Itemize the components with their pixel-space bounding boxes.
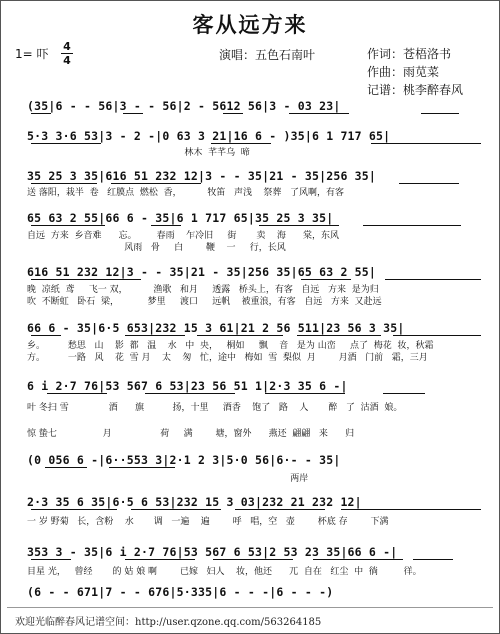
score-line-9: 2·3 35 6 35|6·5 6 53|232 15 3 03|232 21 232 12| [27,495,362,509]
footer-divider [7,607,493,608]
beat-underline [393,335,481,336]
beat-underline [47,393,107,394]
beat-underline [385,279,481,280]
lyric-line-7b: 惊 蛰七 月 荷 满 塘，窗外 燕还 翩翩 来 归 [27,429,355,439]
score-line-7: 6 i 2·7 76|53 567 6 53|23 56 51 1|2·3 35 6 -| [27,379,348,393]
beat-underline [301,279,351,280]
beat-underline [31,113,51,114]
beat-underline [259,225,339,226]
lyric-line-5a: 晚 凉纸 鸢 飞一 双， 渔歌 和月 透露 桥头上，有客 自远 方来 是为归 [27,285,379,295]
beat-underline [313,559,403,560]
beat-underline [31,509,117,510]
lyric-line-4a: 自远 方来 乡音难 忘。 春雨 乍冷旧 街 卖 海 棠，东风 [27,231,340,241]
beat-underline [31,143,101,144]
beat-underline [235,509,325,510]
footer-credit: 欢迎光临醉春风记谱空间：http://user.qzone.qq.com/563264185 [15,617,322,628]
time-signature [61,41,73,66]
beat-underline [297,335,381,336]
beat-underline [111,183,201,184]
beat-underline [125,559,195,560]
lyric-line-2: 林木 芊芊乌 啼 [27,148,250,158]
beat-underline [151,225,181,226]
score-line-6: 66 6 - 35|6·5 653|232 15 3 61|21 2 56 511|23 56 3 35| [27,321,405,335]
beat-underline [371,143,481,144]
beat-underline [31,559,71,560]
lyric-line-6b: 方。 一路 风 花 雪 月 太 匆 忙，途中 梅如 雪 梨似 月 月酒 门前 霜，三月 [27,353,428,363]
score-line-1: (35|6 - - 56|3 - - 56|2 - 5612 56|3 - 03 23| [27,99,341,113]
composer-credit: 作曲：雨苋菜 [367,65,440,79]
beat-underline [131,509,221,510]
lyric-line-10: 目星 光， 曾经 的 姑 娘 啊 已嫁 妇人 妆，他还 兀 自在 红尘 中 徜 徉。 [27,567,422,577]
singer-credit: 演唱：五色石南叶 [219,48,316,62]
score-line-10: 353 3 - 35|6 i 2·7 76|53 567 6 53|2 53 23 35|66 6 -| [27,545,398,559]
key-signature: 1= 吓 [15,47,49,61]
beat-underline [31,183,97,184]
score-line-2: 5·3 3·6 53|3 - 2 -|0 63 3 21|16 6 - )35|6 1 717 65| [27,129,391,143]
score-line-4: 65 63 2 55|66 6 - 35|6 1 717 65|35 25 3 35| [27,211,334,225]
lyricist-credit: 作词：苍梧洛书 [367,47,452,61]
lyric-line-8: 两岸 [27,474,309,484]
beat-underline [265,393,345,394]
meter-top: 4 [63,40,71,53]
lyric-line-3: 送 落阳，栽半 卷 红膜点 燃松 香， 牧笛 声浅 祭葬 了风啊，有客 [27,188,344,198]
beat-underline [123,113,143,114]
beat-underline [289,113,349,114]
beat-underline [45,467,87,468]
beat-underline [109,467,175,468]
beat-underline [399,183,459,184]
beat-underline [125,335,185,336]
beat-underline [383,393,425,394]
song-title: 客从远方来 [192,12,308,37]
score-line-5: 616 51 232 12|3 - - 35|21 - 35|256 35|65 63 2 55| [27,265,377,279]
beat-underline [413,559,453,560]
score-line-11: (6 - - 671|7 - - 676|5·335|6 - - -|6 - - -) [27,585,334,599]
beat-underline [421,113,459,114]
score-line-8: (0 056 6 -|6··553 3|2·1 2 3|5·0 56|6·- - 35| [27,453,341,467]
lyric-line-5b: 吹 不断虹 卧石 梁， 梦里 渡口 远帆 被重浪，有客 自远 方来 又赴远 [27,297,382,307]
meter-bottom: 4 [63,54,71,67]
beat-underline [31,225,105,226]
beat-underline [197,335,283,336]
beat-underline [145,393,235,394]
beat-underline [31,279,141,280]
lyric-line-7a: 叶 冬扫 雪 酒 旗 扬，十里 酒香 饱了 路 人 醉 了 沽酒 娘。 [27,403,403,413]
beat-underline [31,335,61,336]
score-line-3: 35 25 3 35|616 51 232 12|3 - - 35|21 - 35|256 35| [27,169,377,183]
transcriber-credit: 记谱：桃李醉春风 [367,83,464,97]
lyric-line-4b: 风雨 骨 白 鞭 一 行，长风 [27,243,286,253]
beat-underline [211,143,271,144]
lyric-line-9: 一 岁 野菊 长，含粉 水 调 一遍 遍 呼 唱，空 壶 杯底 存 下满 [27,517,389,527]
beat-underline [213,559,293,560]
lyric-line-6a: 乡。 愁思 山 影 都 温 水 中 央， 桐如 飘 音 是为 山峦 点了 梅花 妆，秋霜 [27,341,434,351]
beat-underline [341,509,481,510]
beat-underline [223,113,243,114]
beat-underline [363,225,461,226]
